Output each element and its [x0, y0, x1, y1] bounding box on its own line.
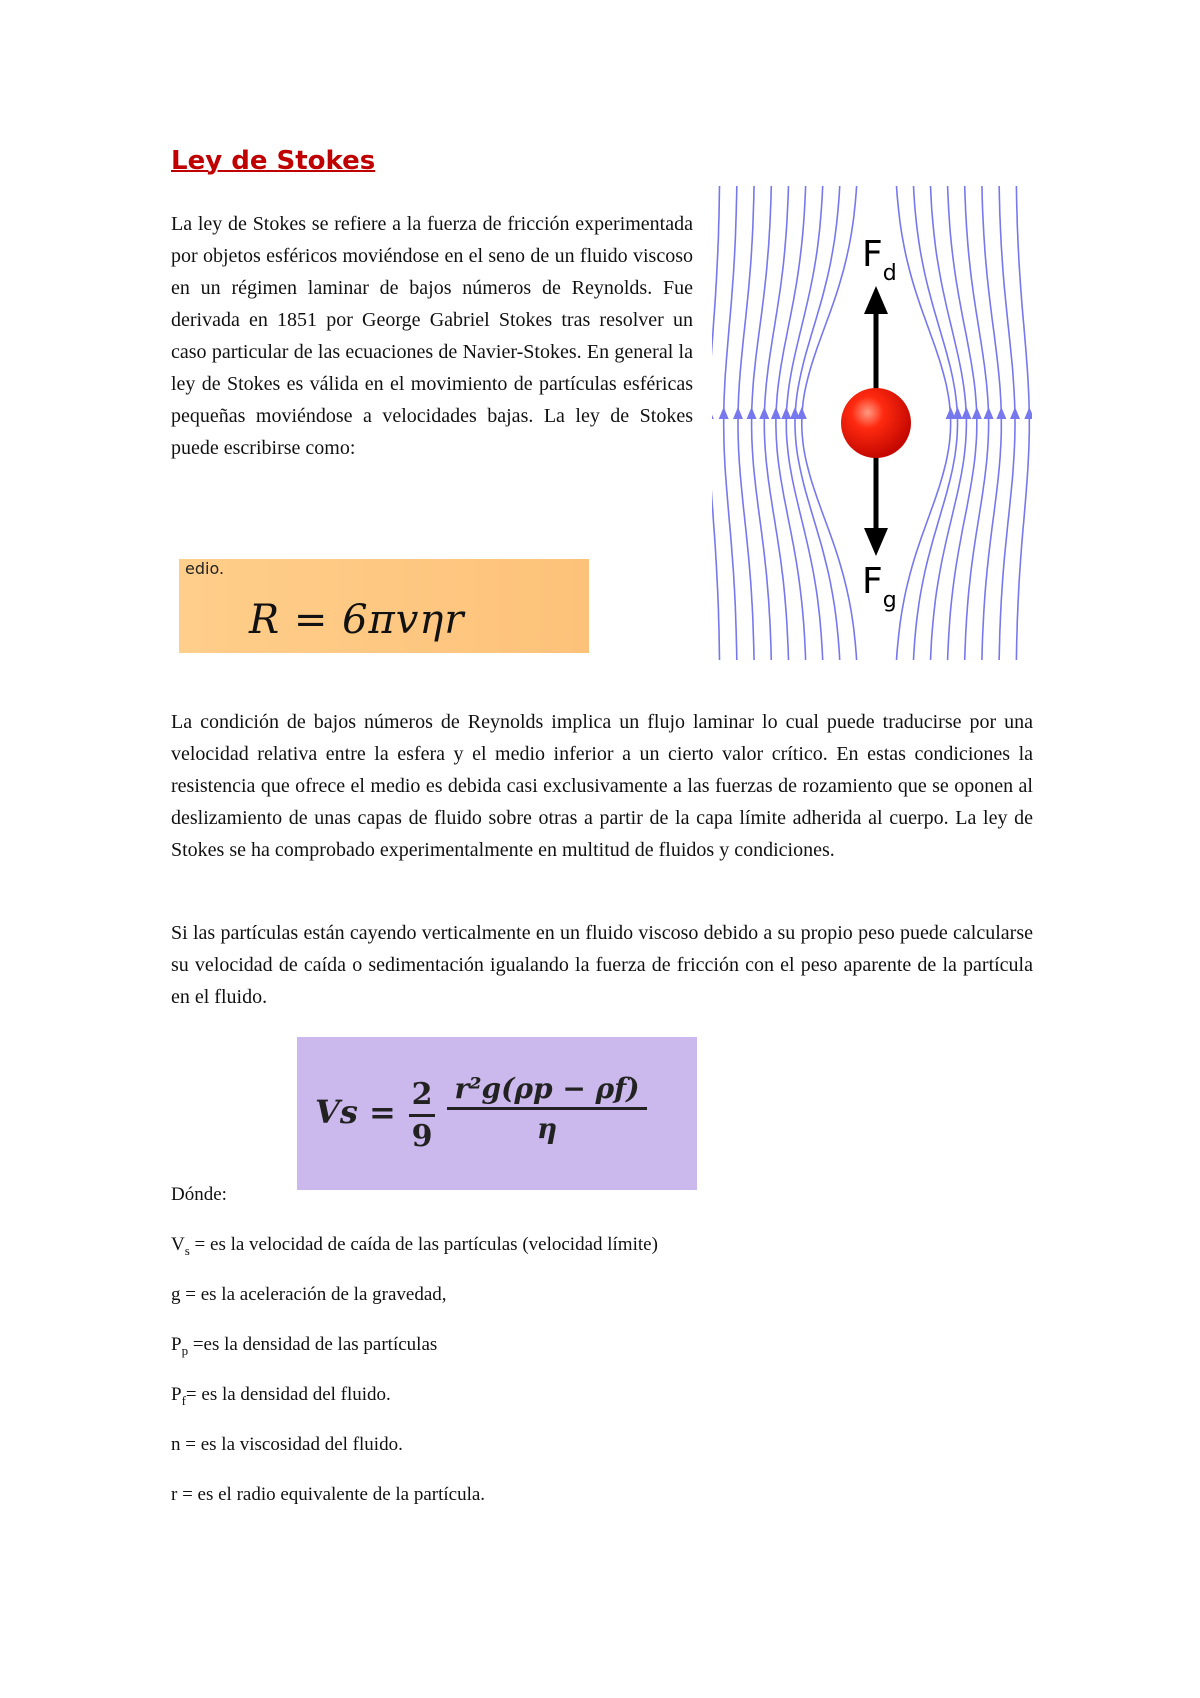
- sedimentation-paragraph: Si las partículas están cayendo verticalmente en un fluido viscoso debido a su propio peso puede calcularse su velocidad de caída o sedimentación igualando la fuerza de fricción con el peso aparente de la partícula en el fluido.: [171, 922, 1033, 1008]
- streamline: [1016, 186, 1029, 660]
- definition-item: $P_p =es$ la densidad de las partículas: [171, 1334, 438, 1358]
- flow-arrow-icon: [953, 407, 963, 419]
- flow-arrow-icon: [961, 407, 971, 419]
- equation-stokes-force: [179, 559, 589, 653]
- flow-arrow-icon: [984, 407, 994, 419]
- definitions-list: [171, 1183, 971, 1533]
- equation-lhs: Vs =: [315, 1093, 396, 1131]
- equation-note: edio.: [185, 559, 225, 578]
- drag-force-label: $F_d$: [862, 234, 897, 286]
- definition-item: g = es la aceleración de la gravedad,: [171, 1284, 447, 1305]
- flow-arrow-icon: [972, 407, 982, 419]
- definition-item: $P_f=$ es la densidad del fluido.: [171, 1384, 391, 1408]
- flow-arrow-icon: [797, 407, 807, 419]
- page-title: Ley de Stokes: [171, 146, 376, 176]
- gravity-force-label: $F_g$: [862, 561, 897, 613]
- streamline: [948, 186, 977, 660]
- gravity-arrowhead-icon: [864, 528, 888, 556]
- intro-paragraph: La ley de Stokes se refiere a la fuerza de fricción experimentada por objetos esféricos moviéndose en el seno de un fluido viscoso en un régimen laminar de bajos números de Reynolds. Fue derivada en 1851 por George Gabriel Stokes tras resolver un caso particular de las ecuaciones de Navier-Stokes. En general la ley de Stokes es válida en el movimiento de partículas esféricas pequeñas moviéndose a velocidades bajas. La ley de Stokes puede escribirse como:: [171, 213, 693, 459]
- definition-item: $V_s$ = es la velocidad de caída de las partículas (velocidad límite): [171, 1234, 658, 1258]
- flow-arrow-icon: [1024, 407, 1032, 419]
- definition-item: r = es el radio equivalente de la partícula.: [171, 1484, 486, 1505]
- fraction-main: r²g(ρp − ρf) η: [447, 1072, 647, 1145]
- equation-terminal-velocity: [297, 1037, 697, 1190]
- definition-item: n = es la viscosidad del fluido.: [171, 1434, 403, 1455]
- flow-arrow-icon: [747, 407, 757, 419]
- flow-arrow-icon: [1010, 407, 1020, 419]
- flow-arrow-icon: [996, 407, 1006, 419]
- streamline: [982, 186, 1001, 660]
- sphere: [841, 388, 911, 458]
- streamline: [752, 186, 772, 660]
- flow-arrow-icon: [781, 407, 791, 419]
- drag-arrowhead-icon: [864, 286, 888, 314]
- flow-arrow-icon: [719, 407, 729, 419]
- flow-arrow-icon: [759, 407, 769, 419]
- streamline: [724, 186, 737, 660]
- flow-arrow-icon: [771, 407, 781, 419]
- flow-arrow-icon: [733, 407, 743, 419]
- streamline: [786, 186, 822, 660]
- equation-expression: R = 6πvηr: [249, 597, 465, 643]
- streamline: [712, 186, 720, 660]
- streamline: [931, 186, 967, 660]
- fraction-two-ninths: 2 9: [409, 1077, 435, 1154]
- definitions-intro: Dónde:: [171, 1184, 227, 1205]
- stokes-flow-diagram: [712, 186, 1032, 660]
- reynolds-paragraph: La condición de bajos números de Reynolds implica un flujo laminar lo cual puede traducirse por una velocidad relativa entre la esfera y el medio inferior a un cierto valor crítico. En estas condiciones la resistencia que ofrece el medio es debida casi exclusivamente a las fuerzas de rozamiento que se oponen al deslizamiento de unas capas de fluido sobre otras a partir de la capa límite adherida al cuerpo. La ley de Stokes se ha comprobado experimentalmente en multitud de fluidos y condiciones.: [171, 711, 1033, 861]
- flow-arrow-icon: [712, 407, 714, 419]
